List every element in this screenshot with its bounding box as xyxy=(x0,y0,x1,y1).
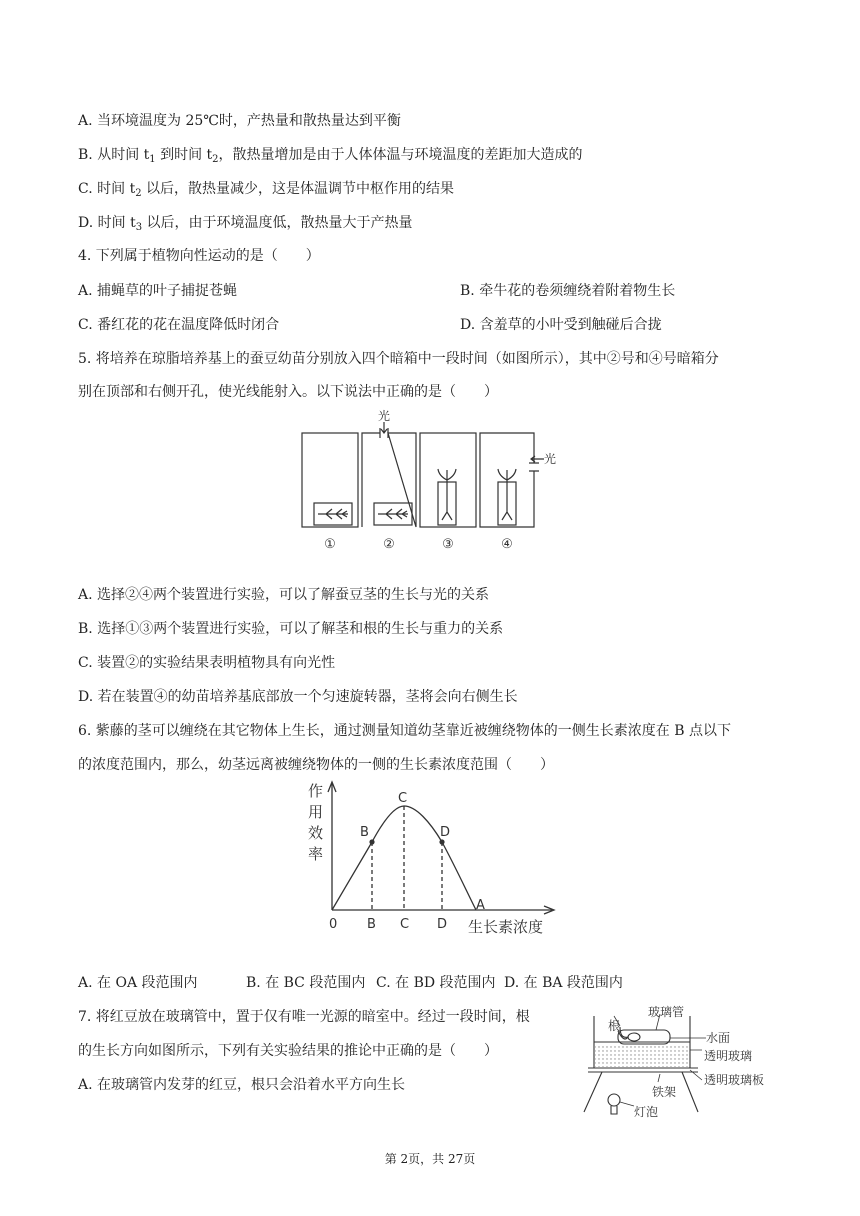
point-label-a: A xyxy=(476,898,485,913)
page-footer: 第 2页，共 27页 xyxy=(384,1152,476,1166)
q7-stem-line1: 7. 将红豆放在玻璃管中，置于仅有唯一光源的暗室中。经过一段时间，根 xyxy=(78,1009,530,1025)
q3-option-b: B. 从时间 $t_1$ 到时间 $t_2$，散热量增加是由于人体体温与环境温度的差距加大造成的 xyxy=(78,147,583,165)
point-d xyxy=(439,839,444,844)
xtick-c: C xyxy=(400,917,410,932)
point-label-b: B xyxy=(360,825,369,840)
dark-box-1 xyxy=(302,433,358,527)
q4-option-d: D. 含羞草的小叶受到触碰后合拢 xyxy=(460,317,662,333)
point-label-d: D xyxy=(440,825,451,840)
bean xyxy=(628,1033,640,1041)
xtick-b: B xyxy=(367,917,376,932)
q5-stem-line1: 5. 将培养在琼脂培养基上的蚕豆幼苗分别放入四个暗箱中一段时间（如图所示），其中②号和④号暗箱分 xyxy=(78,351,719,367)
light-label-right: 光 xyxy=(544,452,557,466)
q7-stem-line2: 的生长方向如图所示，下列有关实验结果的推论中正确的是（ ） xyxy=(78,1043,498,1059)
q6-stem-line2: 的浓度范围内，那么，幼茎远离被缠绕物体的一侧的生长素浓度范围（ ） xyxy=(78,757,554,773)
q5-option-b: B. 选择①③两个装置进行实验，可以了解茎和根的生长与重力的关系 xyxy=(78,621,504,637)
q5-dark-box-figure xyxy=(296,408,576,554)
q6-option-b: B. 在 BC 段范围内 xyxy=(246,975,366,991)
q7-bean-tube-figure xyxy=(578,1002,800,1124)
ylabel-char-2: 用 xyxy=(308,803,324,821)
q5-option-a: A. 选择②④两个装置进行实验，可以了解蚕豆茎的生长与光的关系 xyxy=(78,587,490,603)
bulb xyxy=(608,1094,620,1106)
q6-stem-line1: 6. 紫藤的茎可以缠绕在其它物体上生长，通过测量知道幼茎靠近被缠绕物体的一侧生长素浓度在 B 点以下 xyxy=(78,723,731,739)
q6-option-c: C. 在 BD 段范围内 xyxy=(376,975,496,991)
q4-stem: 4. 下列属于植物向性运动的是（ ） xyxy=(78,248,320,264)
q4-options-row1 xyxy=(78,282,676,300)
box-label-2: ② xyxy=(383,537,395,552)
label-tube: 玻璃管 xyxy=(648,1005,685,1019)
origin-label: 0 xyxy=(329,917,338,932)
q4-option-b: B. 牵牛花的卷须缠绕着附着物生长 xyxy=(460,283,676,299)
q6-auxin-curve-figure xyxy=(300,778,560,940)
q7-option-a: A. 在玻璃管内发芽的红豆，根只会沿着水平方向生长 xyxy=(78,1077,406,1093)
label-root: 根 xyxy=(608,1019,621,1033)
ylabel-char-1: 作 xyxy=(308,782,324,800)
label-water: 水面 xyxy=(706,1031,731,1045)
guide-lines xyxy=(372,806,442,910)
q6-option-a: A. 在 OA 段范围内 xyxy=(78,975,198,991)
box-label-4: ④ xyxy=(501,537,513,552)
dark-box-2 xyxy=(362,433,416,527)
q5-option-d: D. 若在装置④的幼苗培养基底部放一个匀速旋转器，茎将会向右侧生长 xyxy=(78,689,518,705)
q4-option-c: C. 番红花的花在温度降低时闭合 xyxy=(78,317,280,333)
bulb-base xyxy=(611,1106,617,1114)
water-stipple xyxy=(595,1044,689,1067)
point-label-c: C xyxy=(398,791,408,806)
q6-option-d: D. 在 BA 段范围内 xyxy=(504,975,623,991)
q4-options-row2 xyxy=(78,316,662,334)
q5-option-c: C. 装置②的实验结果表明植物具有向光性 xyxy=(78,655,336,671)
glass-plate xyxy=(588,1068,698,1072)
label-plate: 透明玻璃板 xyxy=(704,1073,765,1087)
point-b xyxy=(369,839,374,844)
box-label-1: ① xyxy=(324,537,336,552)
xtick-d: D xyxy=(437,917,448,932)
box-label-3: ③ xyxy=(442,537,454,552)
x-axis-label: 生长素浓度 xyxy=(468,918,544,936)
label-bulb: 灯泡 xyxy=(634,1105,659,1119)
q4-option-a: A. 捕蝇草的叶子捕捉苍蝇 xyxy=(78,283,238,299)
label-glass: 透明玻璃 xyxy=(704,1049,753,1063)
label-stand: 铁架 xyxy=(652,1085,677,1099)
q3-option-c: C. 时间 $t_2$ 以后，散热量减少，这是体温调节中枢作用的结果 xyxy=(78,181,455,199)
light-label-top: 光 xyxy=(378,409,391,423)
ylabel-char-4: 率 xyxy=(308,845,324,863)
q3-option-a: A. 当环境温度为 25℃时，产热量和散热量达到平衡 xyxy=(78,113,401,129)
q3-option-d: D. 时间 $t_3$ 以后，由于环境温度低，散热量大于产热量 xyxy=(78,215,413,233)
q5-stem-line2: 别在顶部和右侧开孔，使光线能射入。以下说法中正确的是（ ） xyxy=(78,384,498,400)
ylabel-char-3: 效 xyxy=(308,824,324,842)
